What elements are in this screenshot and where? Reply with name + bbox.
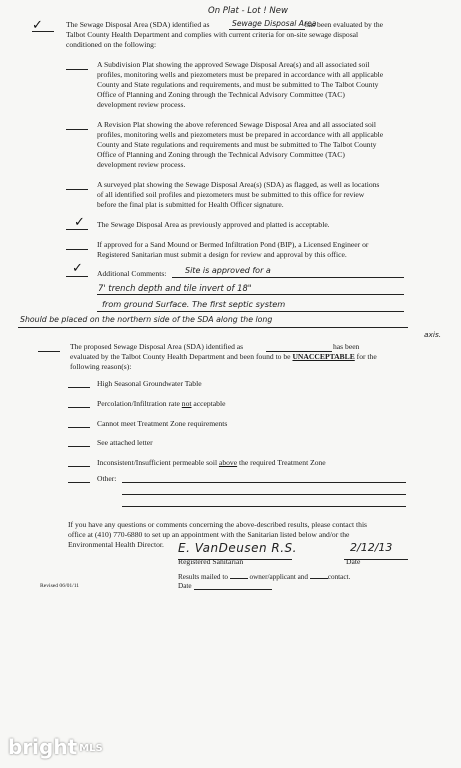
item-2-line-5: development review process.: [97, 160, 186, 169]
unacceptable-line-3: following reason(s):: [70, 362, 132, 371]
reason-4-blank: [68, 446, 90, 447]
comments-handwriting-1: Site is approved for a: [185, 266, 271, 275]
results-date-blank: [194, 589, 272, 590]
intro-checkmark-line: [32, 31, 54, 32]
intro-handwritten-sda: Sewage Disposal Area: [232, 19, 317, 28]
item-2-line-1: A Revision Plat showing the above referenced Sewage Disposal Area and all associated soil: [97, 120, 376, 129]
intro-line-2: Talbot County Health Department and complies with current criteria for on-site sewage disposal: [66, 30, 359, 39]
other-line-3: [122, 506, 406, 507]
item-3-line-3: before the final plat is submitted for Health Officer signature.: [97, 200, 284, 209]
reason-4: See attached letter: [97, 438, 153, 447]
revised-note: Revised 06/01/11: [40, 583, 80, 589]
item-3-blank: [66, 189, 88, 190]
reason-2-blank: [68, 407, 90, 408]
reason-1: High Seasonal Groundwater Table: [97, 379, 202, 388]
comments-line-3: [97, 311, 404, 312]
unacceptable-emphasis: UNACCEPTABLE: [292, 352, 355, 361]
item-1-line-5: development review process.: [97, 100, 186, 109]
intro-line-1: [66, 20, 209, 29]
unacceptable-line-1: The proposed Sewage Disposal Area (SDA) identified as: [70, 342, 244, 351]
item-2-line-2: profiles, monitoring wells and piezometers must be prepared in accordance with all applicable: [97, 130, 384, 139]
reason-3-blank: [68, 427, 90, 428]
comments-line-4: [18, 327, 408, 328]
closing-line-1: If you have any questions or comments concerning the above-described results, please contact this: [68, 520, 368, 529]
item-3-line-1: A surveyed plat showing the Sewage Disposal Area(s) (SDA) as flagged, as well as locations: [97, 180, 380, 189]
comments-handwriting-3: from ground Surface. The first septic system: [102, 299, 286, 309]
reason-6: Other:: [97, 474, 117, 483]
results-mailed-label: Results mailed to: [178, 573, 228, 581]
intro-checkmark: ✓: [32, 18, 43, 33]
item-5-line-2: Registered Sanitarian must submit a design for review and approval by this office.: [97, 250, 347, 259]
unacceptable-blank: [38, 351, 60, 352]
reason-5: Inconsistent/Insufficient permeable soil above the required Treatment Zone: [97, 458, 326, 467]
item-5-line-1: If approved for a Sand Mound or Bermed Infiltration Pond (BIP), a Licensed Engineer or: [97, 240, 369, 249]
unacceptable-line-2a: evaluated by the Talbot County Health Department and been found to be: [70, 352, 291, 361]
item-1-line-2: profiles, monitoring wells and piezometers must be prepared in accordance with all applicable: [97, 70, 384, 79]
bright-mls-logo: [8, 736, 120, 758]
reason-3: Cannot meet Treatment Zone requirements: [97, 419, 228, 428]
unacceptable-line-1b: has been: [333, 342, 360, 351]
other-line-2: [122, 494, 406, 495]
unacceptable-line-2b: for the: [356, 352, 377, 361]
logo-brand-text: bright: [8, 735, 78, 759]
item-2-blank: [66, 129, 88, 130]
header-handwritten-note: On Plat - Lot ! New: [208, 6, 288, 16]
signature-label: Registered Sanitarian: [178, 557, 244, 566]
comments-checkmark: ✓: [72, 261, 83, 276]
results-date-label: Date: [178, 582, 192, 590]
item-1-line-3: County and State regulations and requirements, and must be submitted to The Talbot County: [97, 80, 379, 89]
unacceptable-line-2: [70, 352, 377, 361]
reason-1-blank: [68, 387, 90, 388]
item-4-line-1: The Sewage Disposal Area as previously approved and platted is acceptable.: [97, 220, 330, 229]
comments-check-blank: [66, 276, 88, 277]
reason-5-blank: [68, 466, 90, 467]
item-4-checkmark: ✓: [74, 215, 85, 230]
comments-line-1: [172, 277, 404, 278]
intro-line-1a: The Sewage Disposal Area (SDA) identified as: [66, 20, 210, 29]
item-1-blank: [66, 69, 88, 70]
results-contact-label: contact.: [327, 573, 351, 581]
reason-6-blank: [68, 482, 90, 483]
results-owner-blank: [230, 578, 248, 579]
item-1-line-4: Office of Planning and Zoning through the Technical Advisory Committee (TAC): [97, 90, 345, 99]
comments-handwriting-5: axis.: [424, 330, 442, 339]
comments-handwriting-4: Should be placed on the northern side of the SDA along the long: [20, 315, 273, 324]
reason-2: Percolation/Infiltration rate not acceptable: [97, 399, 226, 408]
date-label: Date: [346, 557, 361, 566]
item-2-line-3: County and State regulations and requirements and must be submitted to The Talbot County: [97, 140, 377, 149]
other-line-1: [122, 482, 406, 483]
signature-date: 2/12/13: [350, 541, 393, 554]
closing-line-3: Environmental Health Director.: [68, 540, 164, 549]
results-owner-label: owner/applicant and: [249, 573, 308, 581]
results-line-1: [178, 573, 350, 582]
comments-handwriting-2: 7' trench depth and tile invert of 18": [98, 283, 252, 293]
item-2-line-4: Office of Planning and Zoning through the Technical Advisory Committee (TAC): [97, 150, 345, 159]
item-3-line-2: of all identified soil profiles and piezometers must be submitted to this office for review: [97, 190, 365, 199]
results-contact-blank: [310, 578, 328, 579]
closing-line-2: office at (410) 770-6880 to set up an appointment with the Sanitarian listed below and/or the: [68, 530, 350, 539]
item-1-line-1: A Subdivision Plat showing the approved Sewage Disposal Area(s) and all associated soil: [97, 60, 370, 69]
comments-label: Additional Comments:: [97, 269, 167, 278]
item-4-blank: [66, 229, 88, 230]
intro-line-1b: has been evaluated by the: [305, 20, 384, 29]
comments-line-2: [97, 294, 404, 295]
sanitarian-signature: E. VanDeusen R.S.: [178, 541, 297, 555]
intro-line-3: conditioned on the following:: [66, 40, 157, 49]
logo-mls-text: MLS: [79, 743, 103, 754]
item-5-blank: [66, 249, 88, 250]
